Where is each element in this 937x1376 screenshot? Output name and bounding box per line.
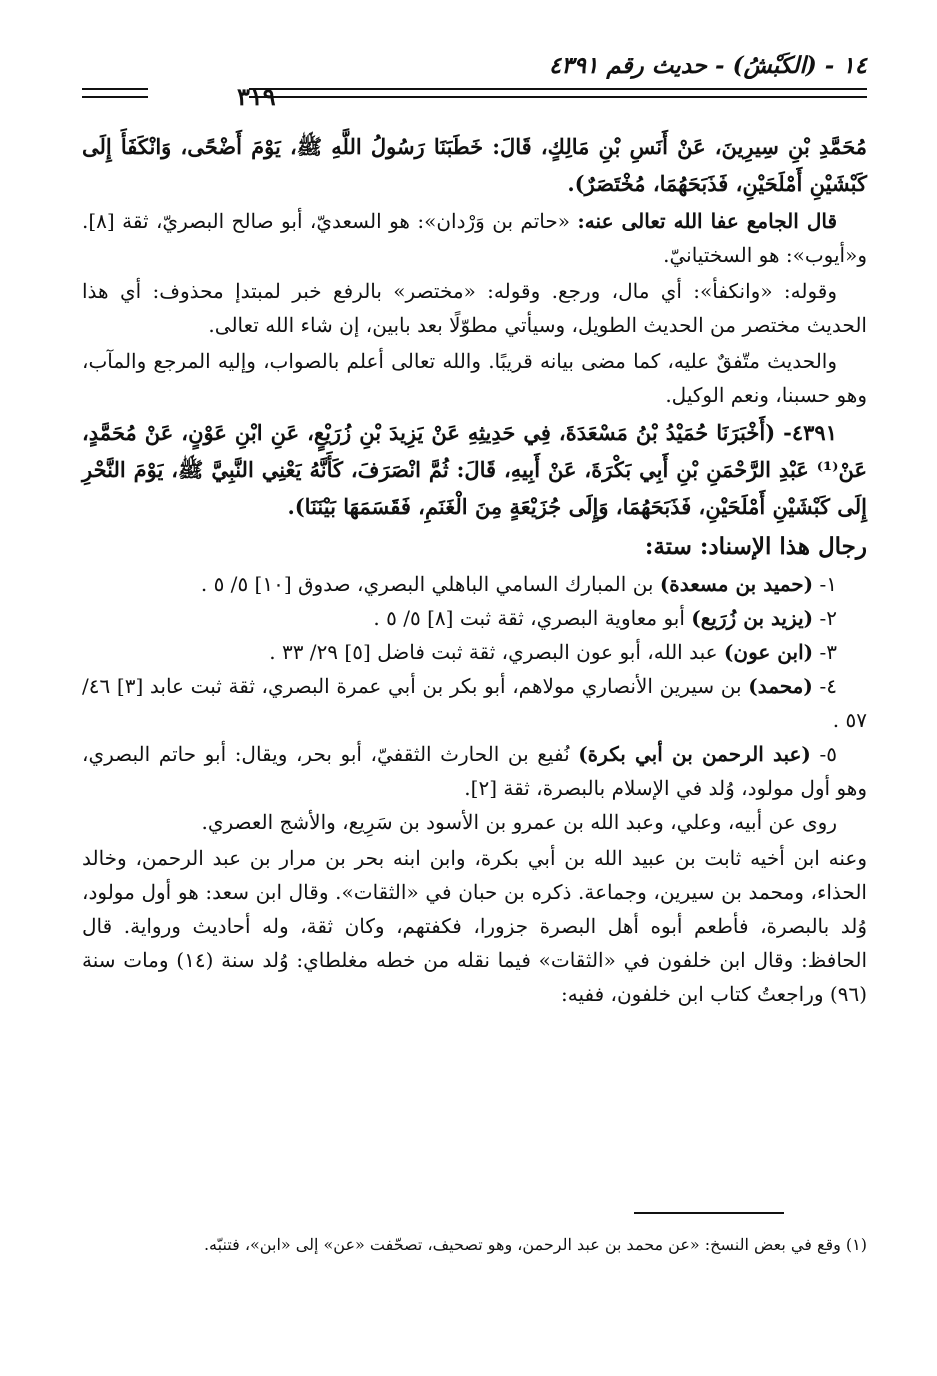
- page-number: ٣١٩: [237, 82, 276, 111]
- narrator-item: [82, 635, 867, 669]
- narrator-name: (ابن عون): [723, 640, 814, 664]
- narrator-name: (محمد): [748, 674, 813, 698]
- footnote: (١) وقع في بعض النسخ: «عن محمد بن عبد الرحمن، وهو تصحيف، تصحّفت «عن» إلى «ابن»، فتنبّه.: [203, 1235, 867, 1254]
- narrator-number: ٢-: [813, 606, 837, 630]
- narrator-description: بن سيرين الأنصاري مولاهم، أبو بكر بن أبي عمرة البصري، ثقة ثبت عابد [٣] ٤٦/ ٥٧ .: [82, 674, 867, 732]
- biography-paragraph-2: وعنه ابن أخيه ثابت بن عبيد الله بن أبي بكرة، وابن ابنه بحر بن مرار بن عبد الرحمن، وخالد الحذاء، ومحمد بن سيرين، وجماعة. ذكره بن حبان في «الثقات». وقال ابن سعد: هو أول مولود، وُلد بالبصرة، فأطعم أبوه أهل البصرة جزورا، فكفتهم، وكان ثقة، وله أحاديث ورواية. قال الحافظ: وقال ابن خلفون في «الثقات» فيما نقله من خطه مغلطاي: وُلد سنة (١٤) ومات سنة (٩٦) وراجعتُ كتاب ابن خلفون، ففيه:: [82, 846, 867, 1006]
- narrator-number: ٤-: [812, 674, 837, 698]
- commentary-lead: قال الجامع عفا الله تعالى عنه:: [577, 209, 838, 233]
- commentary-paragraph-3: والحديث متّفقٌ عليه، كما مضى بيانه قريبًا. والله تعالى أعلم بالصواب، وإليه المرجع والمآب، وهو حسبنا، ونعم الوكيل.: [82, 349, 867, 407]
- footnote-separator: [634, 1212, 784, 1214]
- biography-paragraph: روى عن أبيه، وعلي، وعبد الله بن عمرو بن الأسود بن سَرِيع، والأشج العصري.: [201, 810, 837, 834]
- narrator-description: عبد الله، أبو عون البصري، ثقة ثبت فاضل [٥] ٢٩/ ٣٣ .: [269, 640, 724, 664]
- chapter-title: ١٤ - (الكَبْشُ) - حديث رقم ٤٣٩١: [548, 52, 867, 79]
- narrator-number: ٣-: [813, 640, 837, 664]
- narrator-description: أبو معاوية البصري، ثقة ثبت [٨] ٥/ ٥ .: [373, 606, 692, 630]
- hadith-text: ٤٣٩١- (أَخْبَرَنَا حُمَيْدُ بْنُ مَسْعَدَةَ، فِي حَدِيثِهِ عَنْ يَزِيدَ بْنِ زُرَيْعٍ، عَنِ ابْنِ عَوْنٍ، عَنْ مُحَمَّدٍ، عَنْ⁽¹⁾ عَبْدِ الرَّحْمَنِ بْنِ أَبِي بَكْرَةَ، عَنْ أَبِيهِ، قَالَ: ثُمَّ انْصَرَفَ، كَأَنَّهُ يَعْنِي النَّبِيَّ ﷺ، يَوْمَ النَّحْرِ إِلَى كَبْشَيْنِ أَمْلَحَيْنِ، فَذَبَحَهُمَا، وَإِلَى جُزَيْعَةٍ مِنَ الْغَنَمِ، فَقَسَمَهَا بَيْنَنَا).: [82, 420, 867, 519]
- narrator-description: نُفيع بن الحارث الثقفيّ، أبو بحر، ويقال: أبو حاتم البصري، وهو أول مولود، وُلد في الإسلام بالبصرة، ثقة [٢].: [82, 742, 867, 800]
- page-body: [82, 128, 867, 1013]
- narrator-item: [82, 669, 867, 737]
- page-header: [82, 52, 867, 112]
- narrator-number: ٥-: [810, 742, 837, 766]
- narrator-item: [82, 601, 867, 635]
- hadith-continuation: مُحَمَّدِ بْنِ سِيرِينَ، عَنْ أَنَسِ بْنِ مَالِكٍ، قَالَ: خَطَبَنَا رَسُولُ اللَّهِ ﷺ، يَوْمَ أَضْحًى، وَانْكَفَأَ إِلَى كَبْشَيْنِ أَمْلَحَيْنِ، فَذَبَحَهُمَا، مُخْتَصَرٌ).: [82, 134, 867, 196]
- header-rule: [249, 88, 867, 98]
- narrator-item: [82, 737, 867, 805]
- commentary-text: «حاتم بن وَرْدان»: هو السعديّ، أبو صالح البصريّ، ثقة [٨]. و«أيوب»: هو السختيانيّ.: [82, 209, 867, 267]
- narrator-description: بن المبارك السامي الباهلي البصري، صدوق [١٠] ٥/ ٥ .: [200, 572, 660, 596]
- commentary-paragraph: [82, 204, 867, 272]
- commentary-paragraph-2: وقوله: «وانكفأ»: أي مال، ورجع. وقوله: «مختصر» بالرفع خبر لمبتدإ محذوف: أي هذا الحديث مختصر من الحديث الطويل، وسيأتي مطوّلًا بعد بابين، إن شاء الله تعالى.: [82, 279, 867, 337]
- section-heading: رجال هذا الإسناد: ستة:: [644, 533, 867, 560]
- narrator-name: (عبد الرحمن بن أبي بكرة): [578, 742, 811, 766]
- narrator-item: [82, 567, 867, 601]
- narrator-name: (يزيد بن زُرَيع): [691, 606, 814, 630]
- narrator-name: (حميد بن مسعدة): [659, 572, 814, 596]
- header-rule-short: [82, 88, 148, 98]
- narrator-number: ١-: [813, 572, 837, 596]
